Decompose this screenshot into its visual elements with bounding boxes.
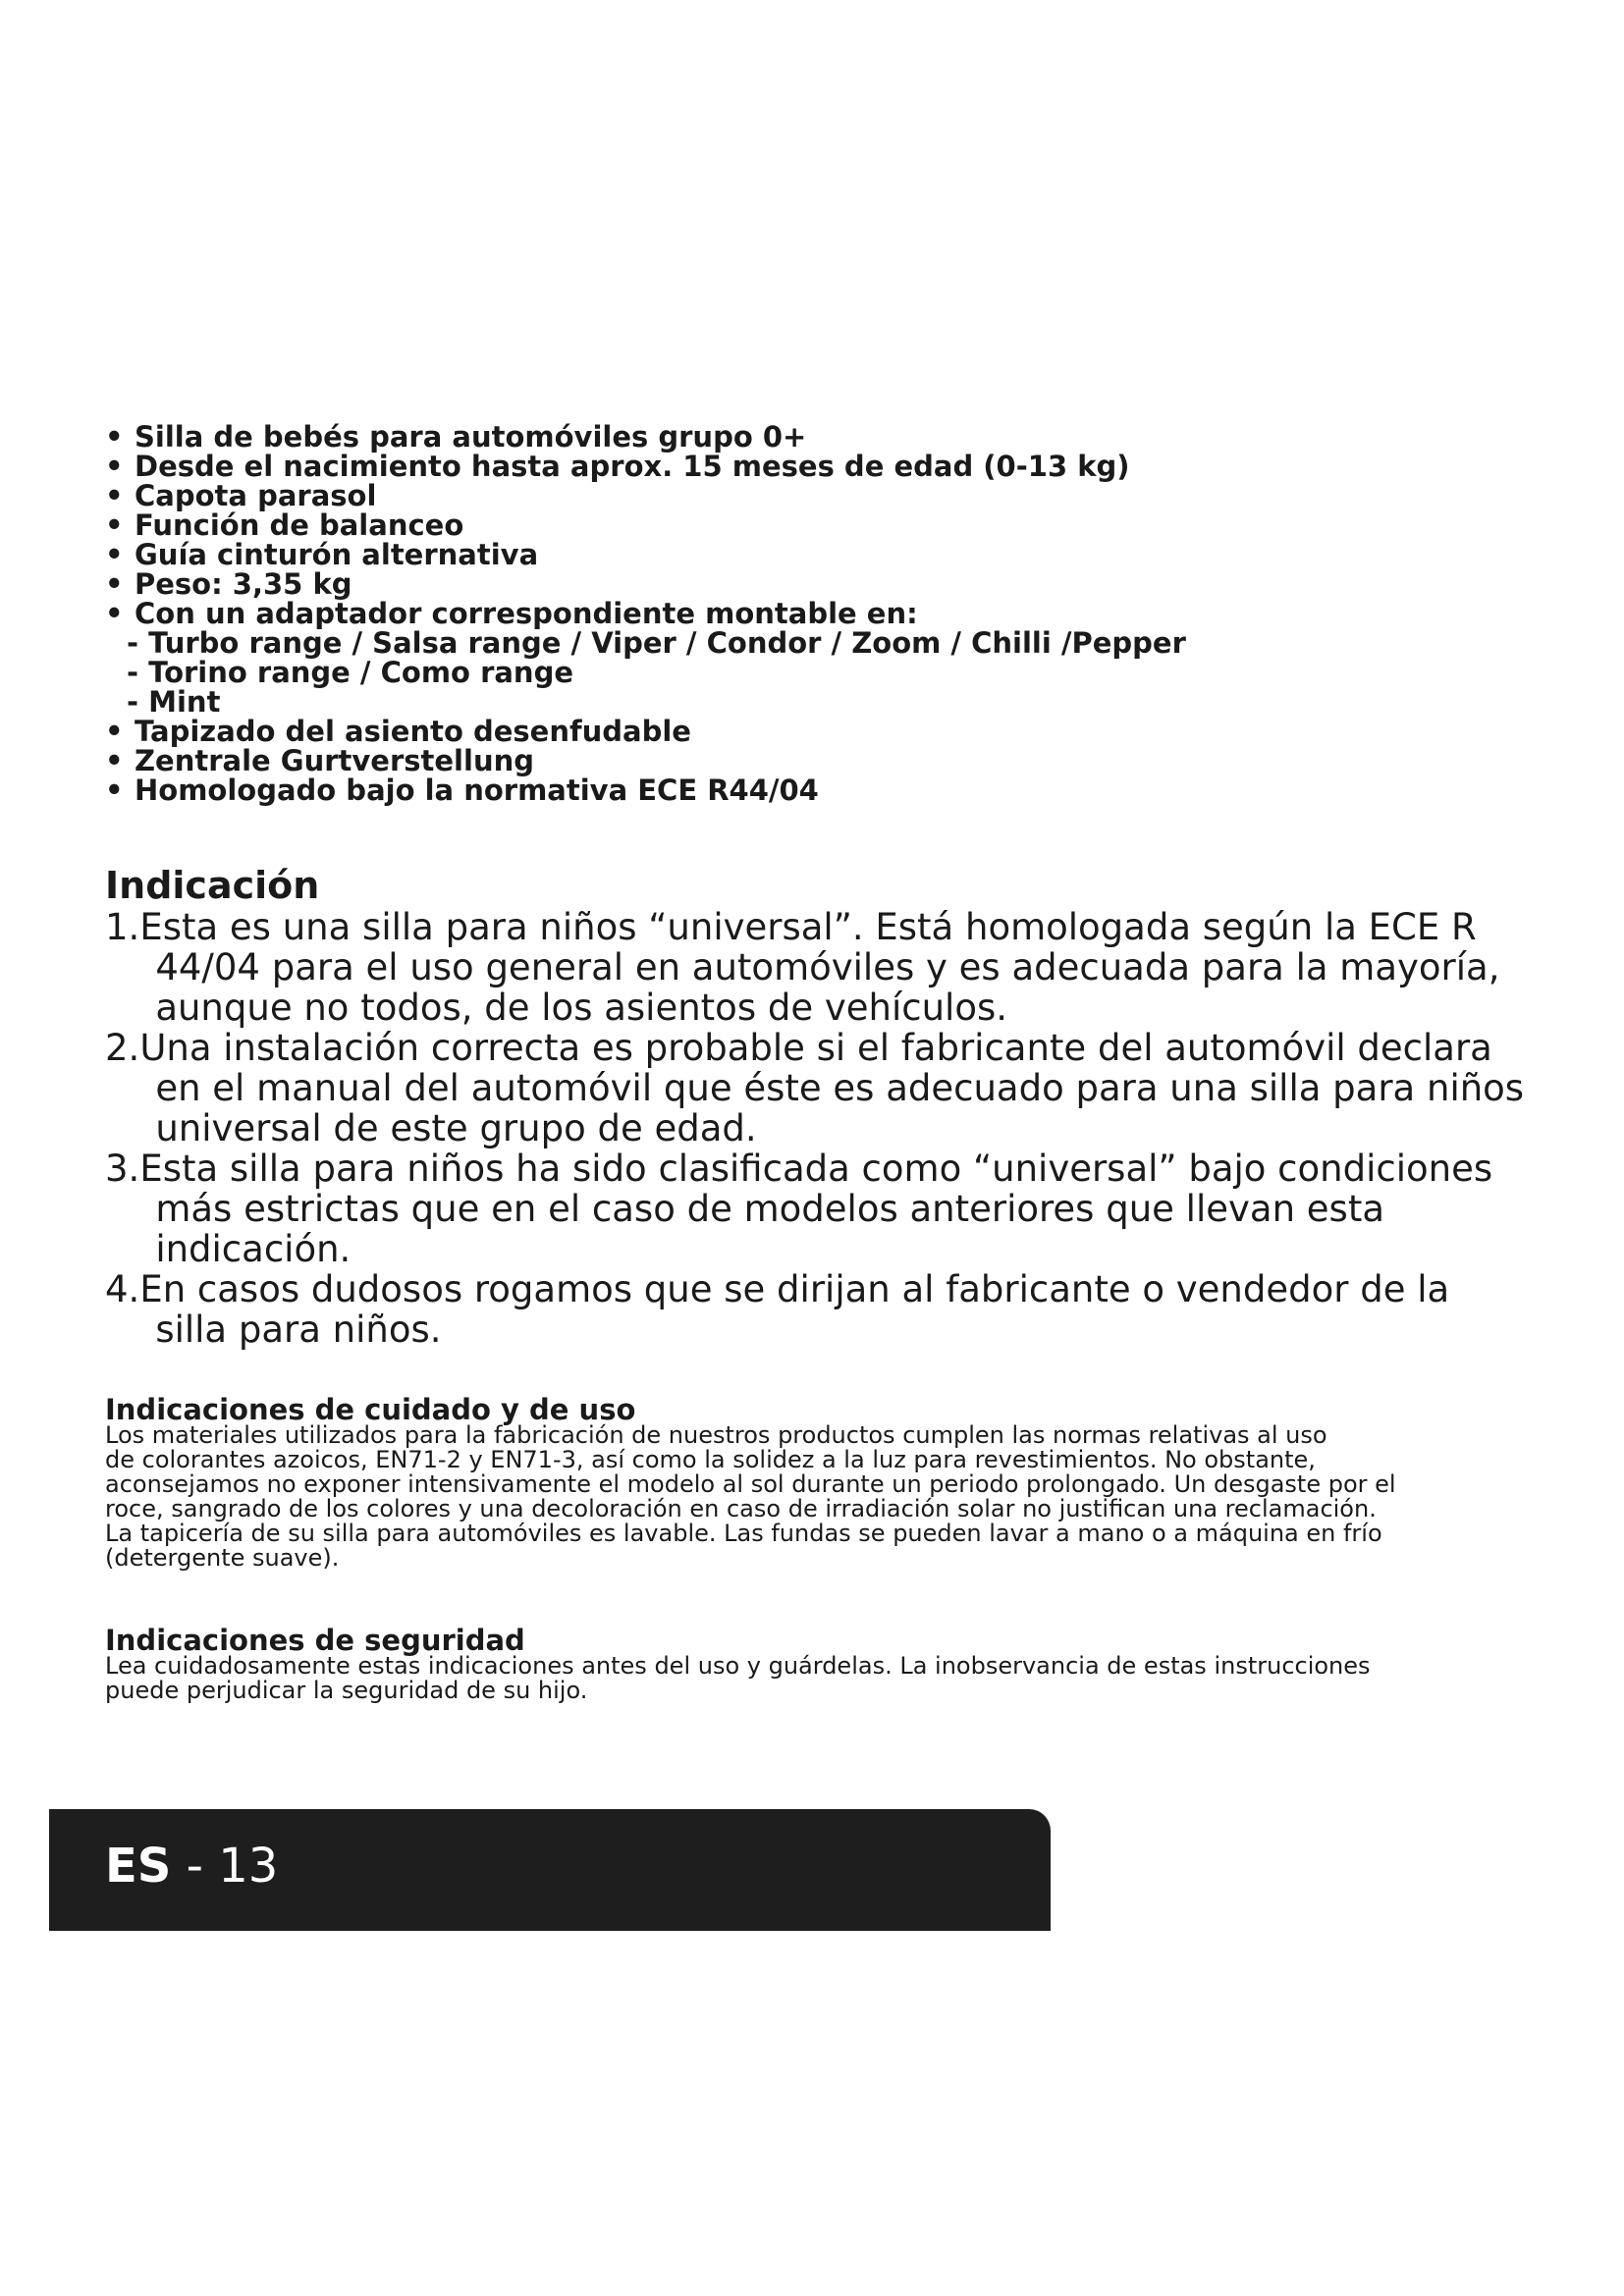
care-heading: Indicaciones de cuidado y de uso xyxy=(105,1393,636,1426)
feature-sub-item: - Turbo range / Salsa range / Viper / Condor / Zoom / Chilli /Pepper xyxy=(127,626,1186,660)
feature-list xyxy=(105,422,1558,805)
feature-item xyxy=(105,599,1558,628)
feature-item xyxy=(105,422,1558,452)
feature-sub-item: - Torino range / Como range xyxy=(127,656,574,689)
feature-item xyxy=(105,452,1558,481)
bullet-icon: • xyxy=(105,597,124,630)
care-line: (detergente suave). xyxy=(105,1544,340,1572)
bullet-icon: • xyxy=(105,538,124,571)
feature-item xyxy=(105,569,1558,599)
feature-item xyxy=(105,717,1558,746)
safety-line: Lea cuidadosamente estas indicaciones antes del uso y guárdelas. La inobservancia de estas instrucciones xyxy=(105,1652,1371,1680)
care-line: roce, sangrado de los colores y una decoloración en caso de irradiación solar no justifican una reclamación. xyxy=(105,1495,1377,1522)
text-line: universal de este grupo de edad. xyxy=(155,1107,757,1149)
feature-text: Silla de bebés para automóviles grupo 0+ xyxy=(135,420,807,454)
text-line: en el manual del automóvil que éste es adecuado para una silla para niños xyxy=(155,1067,1525,1109)
language-code: ES xyxy=(105,1839,172,1894)
safety-section xyxy=(105,1624,1539,1704)
bullet-icon: • xyxy=(105,715,124,748)
page-number: 13 xyxy=(218,1839,279,1894)
feature-text: Tapizado del asiento desenfudable xyxy=(135,715,691,748)
feature-sub-item: - Mint xyxy=(127,685,221,719)
text-line: Esta es una silla para niños “universal”. Está homologada según la ECE R xyxy=(139,906,1477,948)
item-text xyxy=(139,1028,1539,1148)
bullet-icon: • xyxy=(105,508,124,542)
care-line: La tapicería de su silla para automóviles es lavable. Las fundas se pueden lavar a mano o a máquina en frío xyxy=(105,1520,1382,1547)
indicacion-list xyxy=(105,907,1539,1350)
text-line: Una instalación correcta es probable si el fabricante del automóvil declara xyxy=(139,1027,1492,1069)
feature-item xyxy=(105,775,1558,805)
text-line: indicación. xyxy=(155,1228,352,1270)
feature-text: Zentrale Gurtverstellung xyxy=(135,744,534,777)
bullet-icon: • xyxy=(105,450,124,483)
care-section xyxy=(105,1393,1539,1572)
care-line: Los materiales utilizados para la fabricación de nuestros productos cumplen las normas relativas al uso xyxy=(105,1421,1327,1449)
care-line: aconsejamos no exponer intensivamente el modelo al sol durante un periodo prolongado. Un desgaste por el xyxy=(105,1470,1396,1498)
safety-line: puede perjudicar la seguridad de su hijo. xyxy=(105,1677,588,1704)
item-number: 2. xyxy=(105,1027,140,1069)
feature-text: Peso: 3,35 kg xyxy=(135,567,352,601)
item-text xyxy=(139,907,1539,1028)
item-text xyxy=(139,1148,1539,1269)
item-number: 3. xyxy=(105,1148,140,1190)
indicacion-item xyxy=(105,1028,1539,1148)
indicacion-heading: Indicación xyxy=(105,864,320,907)
text-line: más estrictas que en el caso de modelos anteriores que llevan esta xyxy=(155,1188,1385,1230)
text-line: 44/04 para el uso general en automóviles y es adecuada para la mayoría, xyxy=(155,946,1500,988)
page-separator: - xyxy=(171,1839,219,1894)
bullet-icon: • xyxy=(105,479,124,512)
text-line: Esta silla para niños ha sido clasificada como “universal” bajo condiciones xyxy=(139,1148,1493,1190)
indicacion-item xyxy=(105,1269,1539,1350)
bullet-icon: • xyxy=(105,420,124,454)
footer-bar xyxy=(49,1809,1051,1931)
text-line: silla para niños. xyxy=(155,1308,442,1351)
safety-heading: Indicaciones de seguridad xyxy=(105,1624,525,1657)
item-number: 1. xyxy=(105,906,140,948)
bullet-icon: • xyxy=(105,744,124,777)
feature-text: Guía cinturón alternativa xyxy=(135,538,539,571)
indicacion-item xyxy=(105,1148,1539,1269)
text-line: aunque no todos, de los asientos de vehículos. xyxy=(155,987,1008,1029)
feature-item xyxy=(105,481,1558,510)
item-number: 4. xyxy=(105,1268,140,1310)
feature-text: Homologado bajo la normativa ECE R44/04 xyxy=(135,774,819,807)
page-label xyxy=(105,1837,278,1896)
feature-text: Capota parasol xyxy=(135,479,377,512)
feature-item xyxy=(105,746,1558,775)
bullet-icon: • xyxy=(105,567,124,601)
bullet-icon: • xyxy=(105,774,124,807)
feature-item xyxy=(105,540,1558,569)
indicacion-item xyxy=(105,907,1539,1028)
feature-text: Desde el nacimiento hasta aprox. 15 meses de edad (0-13 kg) xyxy=(135,450,1130,483)
feature-item xyxy=(105,510,1558,540)
feature-text: Función de balanceo xyxy=(135,508,464,542)
care-line: de colorantes azoicos, EN71-2 y EN71-3, así como la solidez a la luz para revestimientos. No obstante, xyxy=(105,1446,1316,1473)
text-line: En casos dudosos rogamos que se dirijan al fabricante o vendedor de la xyxy=(139,1268,1450,1310)
feature-text: Con un adaptador correspondiente montable en: xyxy=(135,597,918,630)
item-text xyxy=(139,1269,1539,1350)
